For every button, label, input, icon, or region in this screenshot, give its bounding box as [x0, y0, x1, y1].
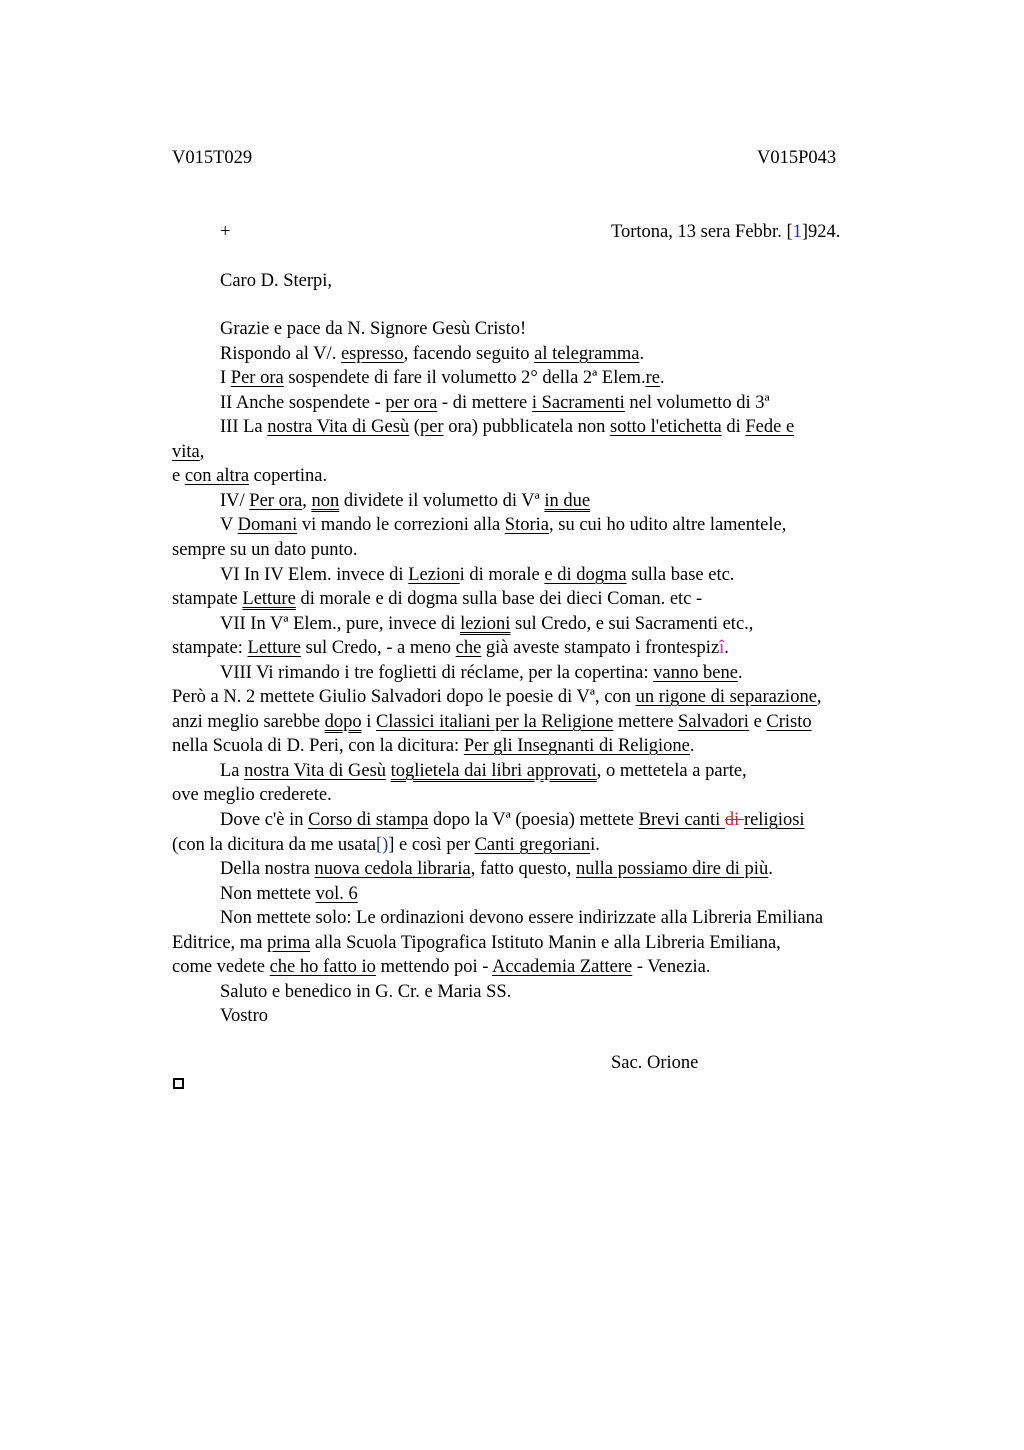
letter-line — [220, 983, 511, 1002]
text-run: i — [361, 712, 376, 732]
text-run: sulla base etc. — [626, 565, 735, 585]
letter-line — [172, 836, 600, 855]
text-run: vanno bene — [653, 663, 738, 683]
text-run: Della nostra — [220, 859, 315, 879]
struck-text: di — [724, 810, 744, 830]
text-run: in due — [544, 491, 591, 511]
text-run: . — [737, 663, 743, 683]
text-run: sotto l'etichetta — [610, 417, 722, 437]
text-run: anzi meglio sarebbe — [172, 712, 325, 732]
text-run: dopo la Vª (poesia) mettete — [428, 810, 639, 830]
letter-line — [220, 909, 823, 928]
text-run: re — [645, 368, 660, 388]
text-run: e — [172, 466, 185, 486]
letter-line — [172, 590, 702, 609]
letter-line — [220, 516, 786, 535]
text-run: per ora — [385, 393, 438, 413]
text-run: dividete il volumetto di Vª — [339, 491, 545, 511]
text-run: nulla possiamo dire di più — [576, 859, 769, 879]
letter-line — [220, 418, 794, 437]
letter-line — [220, 492, 590, 511]
text-run: , — [816, 687, 822, 707]
text-run: ( — [409, 417, 420, 437]
text-run: Corso di stampa — [308, 810, 429, 830]
text-run: , o mettetela a parte, — [596, 761, 747, 781]
letter-line — [220, 566, 734, 585]
letter-line — [172, 688, 822, 707]
text-run: prima — [267, 933, 311, 953]
text-run: . — [689, 736, 695, 756]
letter-line — [172, 713, 812, 732]
text-run: , — [302, 491, 312, 511]
text-run: Per ora — [249, 491, 303, 511]
letter-date — [611, 223, 840, 242]
text-run: ove meglio crederete. — [172, 785, 332, 805]
salutation: Caro D. Sterpi, — [220, 271, 333, 291]
text-run: Canti gregorian — [474, 835, 591, 855]
document-code-left: V015T029 — [172, 148, 253, 168]
text-run: stampate — [172, 589, 243, 609]
text-run: V — [220, 515, 238, 535]
letter-line — [220, 1007, 268, 1026]
text-run: toglietela dai libri approvati — [390, 761, 597, 781]
text-run: Saluto e benedico in G. Cr. e Maria SS. — [220, 982, 512, 1002]
text-run: stampate: — [172, 638, 248, 658]
date-editorial-fix: 1 — [792, 222, 802, 242]
text-run: nella Scuola di D. Peri, con la dicitura: — [172, 736, 464, 756]
text-run: Per gli Insegnanti di Religione — [463, 736, 690, 756]
text-run: , facendo seguito — [403, 344, 535, 364]
text-run: vita — [172, 442, 200, 462]
text-run: Storia — [504, 515, 549, 535]
text-run: un rigone di separazione — [635, 687, 817, 707]
text-run: - di mettere — [437, 393, 532, 413]
text-run: VII In Vª Elem., pure, invece di — [220, 614, 461, 634]
text-run: sul Credo, - a meno — [300, 638, 456, 658]
text-run: sul Credo, e sui Sacramenti etc., — [510, 614, 754, 634]
text-run: Classici italiani per la Religione — [375, 712, 614, 732]
text-run: Letture — [247, 638, 301, 658]
text-run: . — [659, 368, 665, 388]
text-run: . — [639, 344, 645, 364]
signature: Sac. Orione — [611, 1053, 699, 1073]
text-run: Fede e — [745, 417, 795, 437]
text-run: i di morale — [459, 565, 545, 585]
editorial-insert: î — [719, 638, 725, 658]
letter-line — [172, 443, 204, 462]
text-run: già aveste stampato i frontespiz — [481, 638, 720, 658]
text-run: di morale e di dogma sulla base dei dieci Coman. etc - — [295, 589, 703, 609]
text-run: Dove c'è in — [220, 810, 309, 830]
text-run: . — [724, 638, 729, 658]
text-run: II Anche sospendete - — [220, 393, 386, 413]
text-run: I — [220, 368, 231, 388]
letter-line — [220, 369, 665, 388]
text-run: al telegramma — [534, 344, 640, 364]
text-run: che ho fatto io — [269, 957, 376, 977]
letter-line — [172, 786, 332, 805]
date-prefix: Tortona, 13 sera Febbr. [ — [611, 222, 793, 242]
text-run: che — [455, 638, 482, 658]
text-run: vi mando le correzioni alla — [297, 515, 505, 535]
text-run: i Sacramenti — [531, 393, 625, 413]
text-run: Cristo — [766, 712, 812, 732]
letter-line — [172, 467, 327, 486]
document-code-right: V015P043 — [757, 148, 837, 168]
text-run: lezioni — [460, 614, 511, 634]
text-run: e di dogma — [544, 565, 627, 585]
text-run: La — [220, 761, 245, 781]
letter-line — [220, 811, 805, 830]
text-run: Vostro — [220, 1006, 268, 1026]
text-run: III La — [220, 417, 268, 437]
letter-line — [220, 860, 773, 879]
text-run: ] e così per — [388, 835, 475, 855]
text-run: i. — [590, 835, 600, 855]
text-run: Domani — [237, 515, 298, 535]
editorial-insert: [) — [375, 835, 389, 855]
text-run: Rispondo al V/. — [220, 344, 341, 364]
text-run: e — [748, 712, 767, 732]
text-run: , su cui ho udito altre lamentele, — [549, 515, 787, 535]
letter-line — [220, 762, 747, 781]
text-run: per — [419, 417, 444, 437]
letter-line — [220, 615, 753, 634]
letter-line — [172, 737, 695, 756]
letter-line — [172, 541, 358, 560]
text-run: religiosi — [743, 810, 805, 830]
text-run: Accademia Zattere — [492, 957, 633, 977]
text-run: Non mettete — [220, 884, 316, 904]
text-run: VIII Vi rimando i tre foglietti di réclame, per la copertina: — [220, 663, 654, 683]
text-run: VI In IV Elem. invece di — [220, 565, 409, 585]
text-run: Editrice, ma — [172, 933, 268, 953]
text-run: di — [721, 417, 746, 437]
date-suffix: ]924. — [801, 222, 841, 242]
letter-line — [220, 345, 644, 364]
text-run: IV/ — [220, 491, 250, 511]
text-run: . — [768, 859, 773, 879]
text-run: Non mettete solo: Le ordinazioni devono essere indirizzate alla Libreria Emiliana — [220, 908, 824, 928]
cross-mark: + — [220, 222, 231, 242]
letter-line — [220, 885, 358, 904]
text-run: espresso — [340, 344, 404, 364]
text-run: Grazie e pace da N. Signore Gesù Cristo! — [220, 319, 527, 339]
text-run: alla Scuola Tipografica Istituto Manin e alla Libreria Emiliana, — [310, 933, 781, 953]
text-run: con altra — [184, 466, 250, 486]
text-run: Per ora — [230, 368, 284, 388]
text-run: , fatto questo, — [470, 859, 577, 879]
letter-line — [172, 934, 781, 953]
letter-line — [172, 639, 729, 658]
text-run: (con la dicitura da me usata — [172, 835, 376, 855]
text-run: Salvadori — [678, 712, 749, 732]
letter-line — [220, 664, 743, 683]
text-run: nuova cedola libraria — [314, 859, 471, 879]
text-run: copertina. — [249, 466, 328, 486]
text-run: vol. 6 — [315, 884, 358, 904]
text-run: - Venezia. — [632, 957, 711, 977]
text-run: Lezion — [408, 565, 460, 585]
text-run: Brevi canti — [638, 810, 725, 830]
text-run: dopo — [324, 712, 362, 732]
text-run: sempre su un dato punto. — [172, 540, 358, 560]
text-run: ora) pubblicatela non — [443, 417, 611, 437]
text-run: nel volumetto di 3ª — [624, 393, 770, 413]
text-run: sospendete di fare il volumetto 2° della 2ª Elem. — [283, 368, 646, 388]
text-run: Letture — [242, 589, 296, 609]
text-run: non — [311, 491, 340, 511]
letter-line — [220, 320, 526, 339]
text-run: come vedete — [172, 957, 270, 977]
text-run: nostra Vita di Gesù — [244, 761, 387, 781]
text-run: nostra Vita di Gesù — [267, 417, 410, 437]
text-run: , — [199, 442, 205, 462]
text-run: mettendo poi - — [375, 957, 493, 977]
text-run: Però a N. 2 mettete Giulio Salvadori dopo le poesie di Vª, con — [172, 687, 636, 707]
letter-line — [172, 958, 711, 977]
text-run: mettere — [613, 712, 679, 732]
end-square-icon — [173, 1078, 184, 1089]
letter-line — [220, 394, 770, 413]
